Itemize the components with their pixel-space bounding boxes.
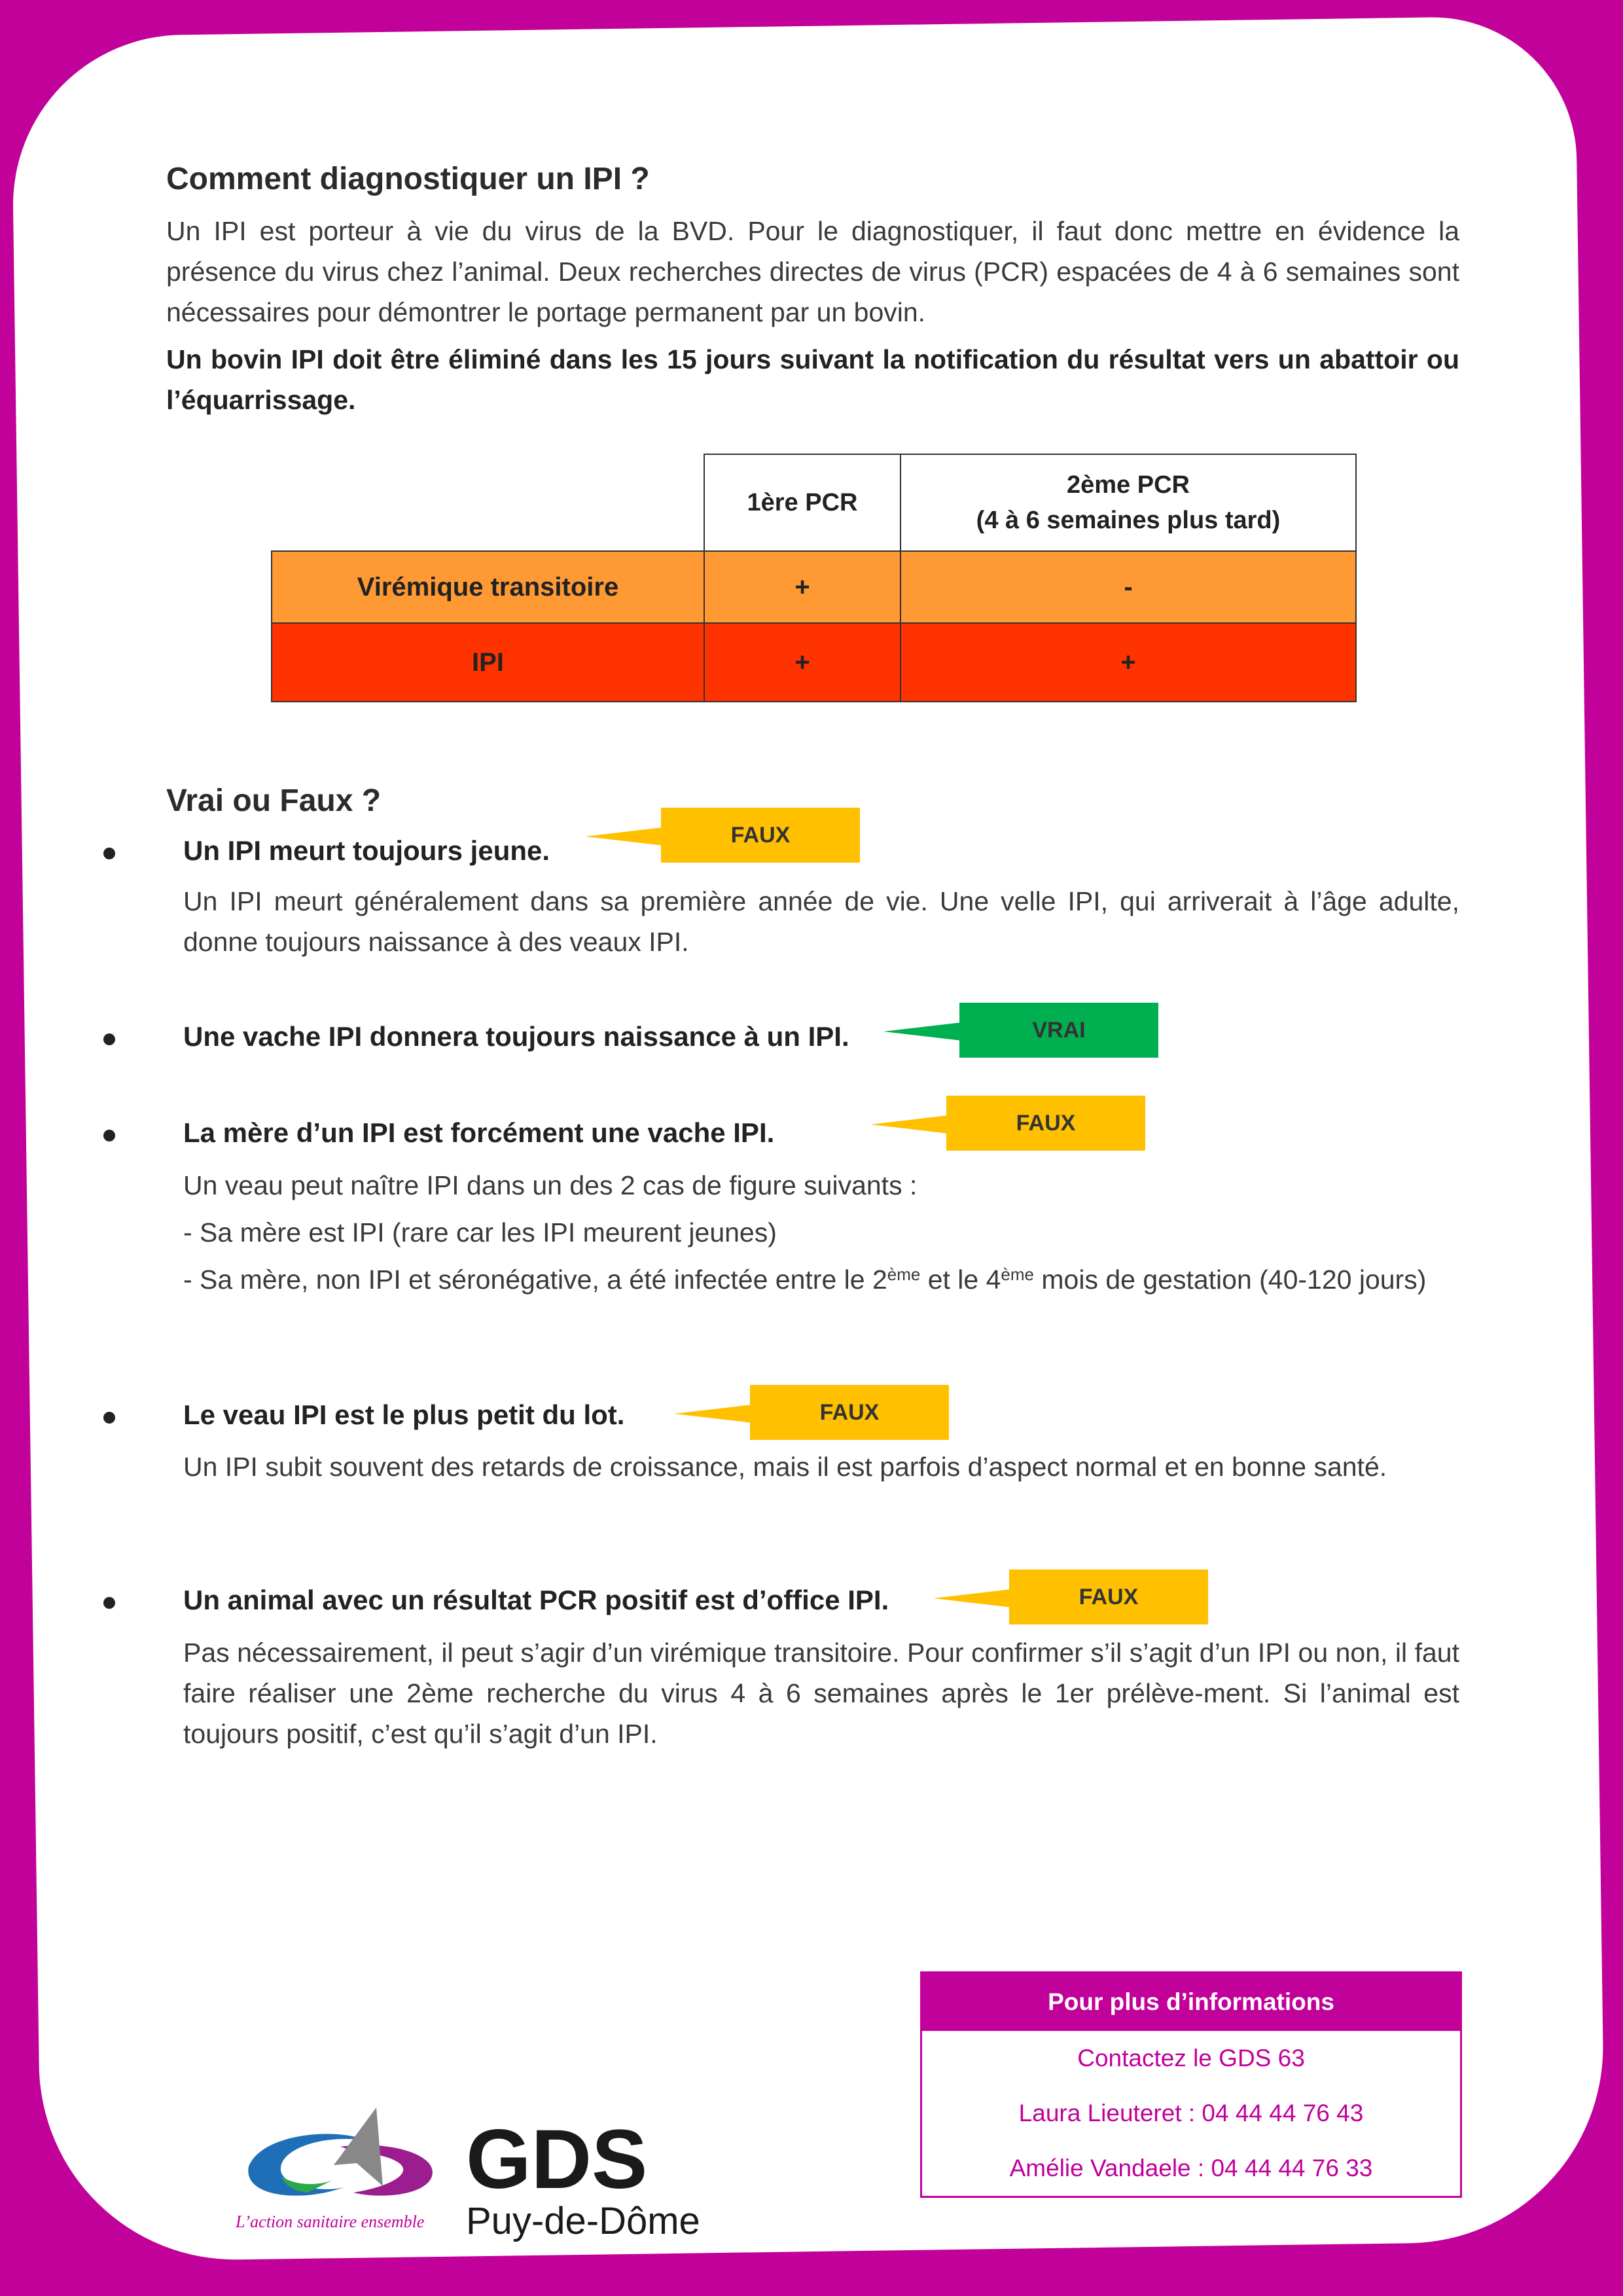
contact-line-amelie: Amélie Vandaele : 04 44 44 76 33 (1009, 2155, 1373, 2181)
tag-label: FAUX (1009, 1570, 1208, 1624)
pcr-col-1: 1ère PCR (704, 454, 901, 551)
tag-pointer (585, 827, 664, 846)
superscript: ème (1001, 1265, 1034, 1284)
tag-label: FAUX (661, 808, 860, 863)
tag-faux-5 (931, 1570, 1208, 1624)
pcr-col-2-subtitle: (4 à 6 semaines plus tard) (976, 507, 1281, 534)
question-5: Un animal avec un résultat PCR positif est d’office IPI. (183, 1585, 889, 1615)
answer-3-case-2-part-b: et le 4 (920, 1265, 1001, 1295)
gds-logo-mark-icon (236, 2088, 445, 2219)
tag-label: FAUX (946, 1096, 1145, 1151)
tag-faux-4 (671, 1385, 949, 1440)
tag-label: VRAI (959, 1003, 1158, 1058)
answer-3-case-2 (183, 1259, 1459, 1300)
diagnostic-paragraph: Un IPI est porteur à vie du virus de la BVD. Pour le diagnostiquer, il faut donc mettre en évidence la présence du virus chez l’animal. Deux recherches directes de virus (PCR) espacées de 4 à 6 semaines sont nécessaires pour démontrer le portage permanent par un bovin. (166, 216, 1459, 327)
answer-3-case-1: - Sa mère est IPI (rare car les IPI meurent jeunes) (183, 1217, 777, 1247)
question-2: Une vache IPI donnera toujours naissance à un IPI. (183, 1021, 849, 1052)
gds-name: GDS (466, 2113, 648, 2206)
answer-1: Un IPI meurt généralement dans sa première année de vie. Une velle IPI, qui arriverait à l’âge adulte, donne toujours naissance à des veaux IPI. (183, 886, 1459, 957)
tag-vrai-2 (881, 1003, 1158, 1058)
contact-box (920, 1971, 1462, 2198)
pcr-row-label: Virémique transitoire (272, 551, 704, 623)
answer-3-intro: Un veau peut naître IPI dans un des 2 cas de figure suivants : (183, 1170, 918, 1200)
superscript: ème (887, 1265, 921, 1284)
section-title-diagnostic: Comment diagnostiquer un IPI ? (166, 162, 650, 196)
pcr-row-label: IPI (272, 623, 704, 702)
answer-3-case-2-part-a: - Sa mère, non IPI et séronégative, a été infectée entre le 2 (183, 1265, 887, 1295)
bullet (103, 1597, 115, 1609)
answer-3-case-2-part-c: mois de gestation (40-120 jours) (1034, 1265, 1427, 1295)
pcr-row-result-1: + (704, 623, 901, 702)
tag-pointer (870, 1115, 949, 1134)
pcr-row-ipi (272, 623, 1356, 702)
answer-5: Pas nécessairement, il peut s’agir d’un virémique transitoire. Pour confirmer s’il s’agit d’un IPI ou non, il faut faire réaliser une 2ème recherche du virus 4 à 6 semaines après le 1er prélève-ment. Si l’animal est toujours positif, c’est qu’il s’agit d’un IPI. (183, 1638, 1459, 1749)
gds-logo (236, 2088, 733, 2245)
pcr-table (271, 454, 1357, 702)
tag-faux-3 (868, 1096, 1145, 1151)
pcr-col-2 (901, 454, 1356, 551)
pcr-table-corner (272, 454, 704, 551)
contact-box-header: Pour plus d’informations (922, 1973, 1460, 2031)
pcr-row-viremique (272, 551, 1356, 623)
question-3: La mère d’un IPI est forcément une vache IPI. (183, 1117, 775, 1148)
contact-line-gds: Contactez le GDS 63 (1077, 2045, 1305, 2072)
contact-line-laura: Laura Lieuteret : 04 44 44 76 43 (1018, 2100, 1364, 2126)
question-1: Un IPI meurt toujours jeune. (183, 835, 550, 866)
pcr-col-2-title: 2ème PCR (1067, 471, 1190, 499)
tag-pointer (933, 1589, 1012, 1607)
pcr-row-result-2: + (901, 623, 1356, 702)
question-4: Le veau IPI est le plus petit du lot. (183, 1399, 625, 1430)
tag-pointer (674, 1405, 753, 1423)
bullet (103, 1412, 115, 1424)
pcr-row-result-2: - (901, 551, 1356, 623)
pcr-table-header (272, 454, 1356, 551)
tag-pointer (883, 1022, 962, 1041)
tag-faux-1 (582, 808, 860, 863)
pcr-row-result-1: + (704, 551, 901, 623)
gds-region: Puy-de-Dôme (466, 2200, 700, 2242)
gds-tagline: L’action sanitaire ensemble (236, 2212, 425, 2231)
bullet (103, 1033, 115, 1045)
bullet (103, 1130, 115, 1141)
section-title-vrai-faux: Vrai ou Faux ? (166, 783, 382, 818)
tag-label: FAUX (750, 1385, 949, 1440)
elimination-paragraph: Un bovin IPI doit être éliminé dans les 15 jours suivant la notification du résultat vers un abattoir ou l’équarrissage. (166, 344, 1459, 415)
answer-4: Un IPI subit souvent des retards de croissance, mais il est parfois d’aspect normal et en bonne santé. (183, 1452, 1387, 1482)
bullet (103, 848, 115, 859)
